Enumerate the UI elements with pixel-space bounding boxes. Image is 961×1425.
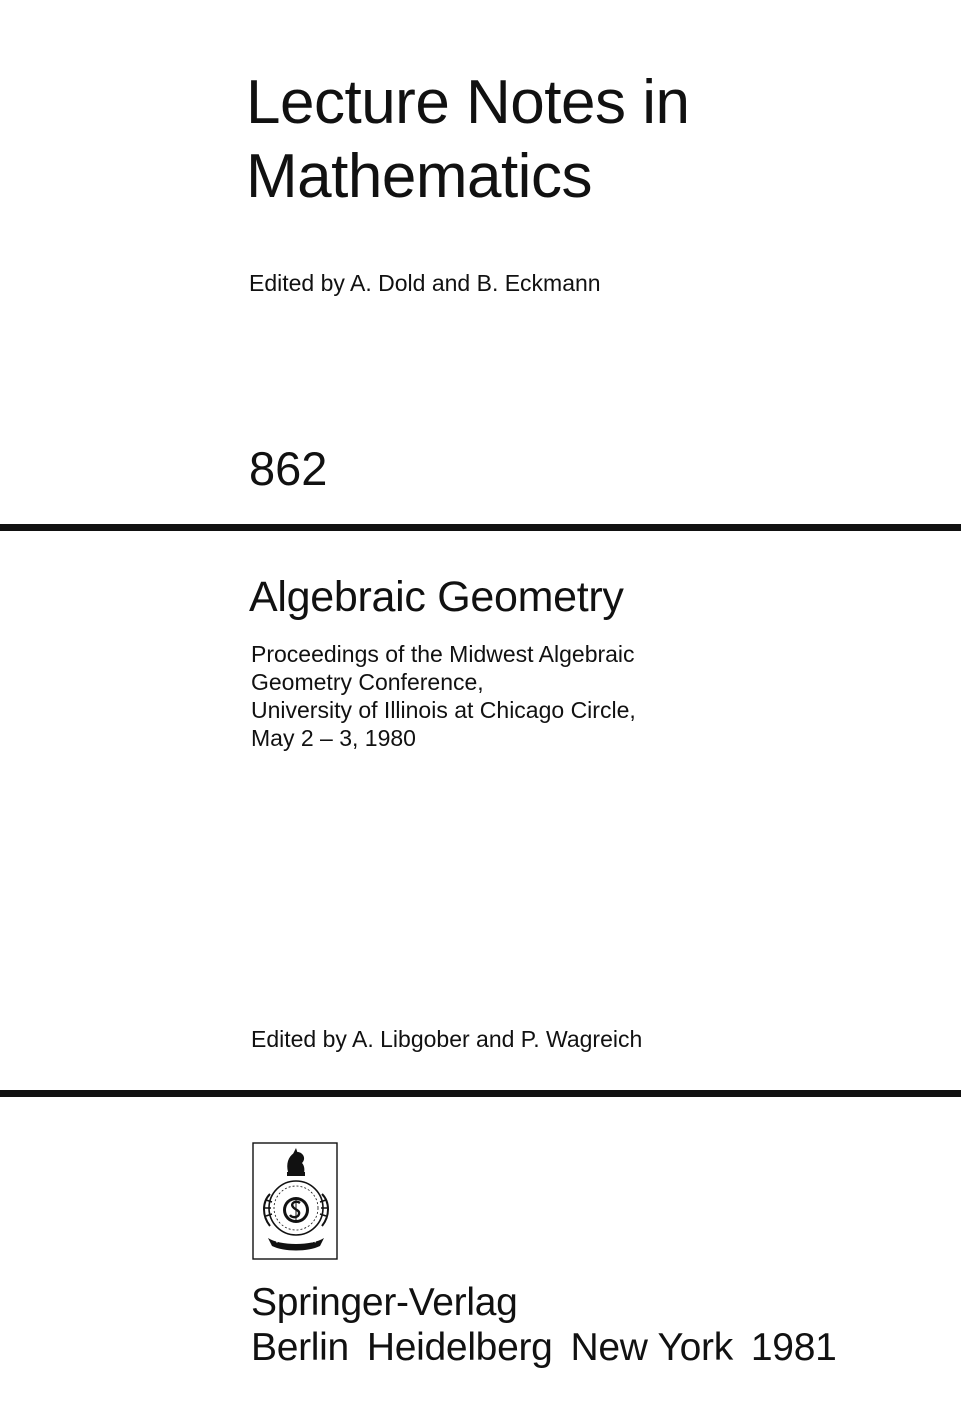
volume-number: 862 — [249, 442, 328, 495]
top-divider — [0, 524, 961, 531]
city-new-york: New York — [570, 1326, 733, 1369]
book-subtitle — [251, 640, 636, 752]
series-editors: Edited by A. Dold and B. Eckmann — [249, 270, 601, 296]
publisher-locations — [251, 1325, 836, 1371]
subtitle-line: Proceedings of the Midwest Algebraic — [251, 641, 635, 667]
city-berlin: Berlin — [251, 1326, 349, 1369]
book-title: Algebraic Geometry — [249, 573, 624, 621]
series-title-line-2: Mathematics — [246, 142, 592, 211]
series-title-line-1: Lecture Notes in — [246, 68, 690, 137]
springer-knight-seal-icon — [252, 1142, 338, 1260]
subtitle-line: May 2 – 3, 1980 — [251, 725, 416, 751]
volume-editors: Edited by A. Libgober and P. Wagreich — [251, 1026, 643, 1052]
series-title — [246, 66, 689, 214]
publication-year: 1981 — [750, 1326, 837, 1369]
subtitle-line: Geometry Conference, — [251, 669, 484, 695]
bottom-divider — [0, 1090, 961, 1097]
city-heidelberg: Heidelberg — [366, 1326, 553, 1369]
subtitle-line: University of Illinois at Chicago Circle, — [251, 697, 636, 723]
publisher-name: Springer-Verlag — [251, 1281, 518, 1324]
